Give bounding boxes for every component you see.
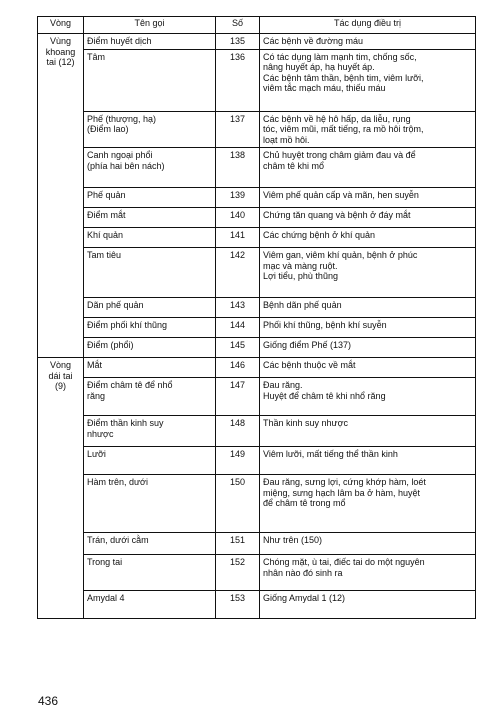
group-label-line: (9) bbox=[55, 381, 66, 391]
table-row bbox=[38, 338, 476, 358]
point-effect-line: Chóng mặt, ù tai, điếc tai do một nguyên bbox=[263, 557, 425, 567]
group-label-line: khoang bbox=[45, 46, 76, 57]
point-name bbox=[84, 228, 216, 248]
point-name-line: Phế (thượng, hạ) bbox=[87, 113, 156, 124]
point-name-line: Điểm huyết dịch bbox=[87, 36, 152, 46]
table-row bbox=[38, 148, 476, 188]
point-effect-line: Chứng tăn quang và bệnh ở đáy mắt bbox=[263, 210, 411, 220]
point-name bbox=[84, 248, 216, 298]
point-name-line: Điểm (phổi) bbox=[87, 340, 134, 350]
point-number: 144 bbox=[216, 318, 260, 338]
point-name bbox=[84, 533, 216, 555]
point-name-line: răng bbox=[87, 390, 106, 401]
point-effect bbox=[260, 447, 476, 475]
point-effect-line: Đau răng. bbox=[263, 380, 303, 390]
point-number: 142 bbox=[216, 248, 260, 298]
header-effect: Tác dụng điều trị bbox=[260, 17, 476, 34]
point-effect-line: Chủ huyệt trong châm giảm đau và để bbox=[263, 150, 416, 160]
point-effect bbox=[260, 475, 476, 533]
point-name bbox=[84, 447, 216, 475]
point-effect bbox=[260, 188, 476, 208]
point-effect-line: mạc và màng ruột. bbox=[263, 260, 338, 271]
group-label-line: tai (12) bbox=[46, 57, 75, 67]
point-effect-line: Như trên (150) bbox=[263, 535, 323, 545]
point-effect bbox=[260, 591, 476, 619]
point-effect-line: Lợi tiểu, phù thũng bbox=[263, 271, 338, 281]
header-number: Số bbox=[216, 17, 260, 34]
page-number: 436 bbox=[38, 694, 59, 708]
point-effect-line: Thần kinh suy nhược bbox=[263, 418, 348, 428]
point-name bbox=[84, 338, 216, 358]
point-name-line: (phía hai bên nách) bbox=[87, 160, 165, 171]
point-name-line: Điểm mắt bbox=[87, 210, 126, 220]
point-name bbox=[84, 358, 216, 378]
point-name-line: Dãn phế quản bbox=[87, 300, 144, 310]
point-effect-line: Các chứng bệnh ở khí quản bbox=[263, 230, 375, 240]
point-name-line: Phế quản bbox=[87, 190, 126, 200]
table-row bbox=[38, 208, 476, 228]
point-name-line: Hàm trên, dưới bbox=[87, 477, 148, 487]
point-effect-line: Có tác dụng làm mạnh tim, chống sốc, bbox=[263, 51, 417, 62]
acupoint-table bbox=[37, 16, 476, 619]
table-row bbox=[38, 533, 476, 555]
point-name bbox=[84, 591, 216, 619]
point-effect-line: Các bệnh tâm thần, bệnh tim, viêm lưỡi, bbox=[263, 72, 424, 83]
point-number: 153 bbox=[216, 591, 260, 619]
point-effect bbox=[260, 208, 476, 228]
point-number: 141 bbox=[216, 228, 260, 248]
point-number: 149 bbox=[216, 447, 260, 475]
point-name bbox=[84, 475, 216, 533]
point-number: 148 bbox=[216, 416, 260, 447]
table-row bbox=[38, 49, 476, 111]
point-name-line: Lưỡi bbox=[87, 449, 106, 459]
point-effect-line: Bệnh dãn phế quản bbox=[263, 300, 342, 310]
point-name bbox=[84, 188, 216, 208]
point-effect-line: Viêm phế quản cấp và mãn, hen suyễn bbox=[263, 190, 419, 200]
point-effect-line: viêm tắc mạch máu, thiếu máu bbox=[263, 83, 386, 93]
table-row bbox=[38, 475, 476, 533]
point-effect-line: Các bệnh về đường máu bbox=[263, 36, 363, 46]
point-number: 137 bbox=[216, 111, 260, 148]
group-label bbox=[38, 358, 84, 619]
table-row bbox=[38, 111, 476, 148]
point-number: 136 bbox=[216, 49, 260, 111]
point-effect bbox=[260, 555, 476, 591]
table-body bbox=[38, 34, 476, 619]
point-name-line: Điểm phối khí thũng bbox=[87, 320, 168, 330]
point-effect bbox=[260, 248, 476, 298]
table-row bbox=[38, 318, 476, 338]
header-name: Tên gọi bbox=[84, 17, 216, 34]
point-name-line: Điểm thần kinh suy bbox=[87, 418, 164, 428]
point-effect bbox=[260, 298, 476, 318]
group-label-line: dái tai bbox=[48, 370, 73, 381]
point-effect bbox=[260, 358, 476, 378]
point-number: 146 bbox=[216, 358, 260, 378]
point-name bbox=[84, 318, 216, 338]
point-name bbox=[84, 49, 216, 111]
point-number: 145 bbox=[216, 338, 260, 358]
point-name bbox=[84, 34, 216, 50]
point-name-line: Trán, dưới cằm bbox=[87, 535, 149, 545]
point-effect-line: Viêm lưỡi, mất tiếng thể thần kinh bbox=[263, 449, 398, 459]
point-effect bbox=[260, 338, 476, 358]
point-effect bbox=[260, 378, 476, 416]
point-effect-line: Đau răng, sưng lợi, cứng khớp hàm, loét bbox=[263, 477, 426, 487]
table-row bbox=[38, 555, 476, 591]
point-number: 140 bbox=[216, 208, 260, 228]
point-number: 147 bbox=[216, 378, 260, 416]
point-effect bbox=[260, 318, 476, 338]
point-effect-line: Giống Amydal 1 (12) bbox=[263, 593, 346, 603]
table-row bbox=[38, 447, 476, 475]
point-effect-line: để châm tê trong mổ bbox=[263, 498, 346, 508]
point-number: 143 bbox=[216, 298, 260, 318]
point-name-line: nhược bbox=[87, 428, 114, 439]
table-row bbox=[38, 248, 476, 298]
point-number: 150 bbox=[216, 475, 260, 533]
table-header-row bbox=[38, 17, 476, 34]
table-row bbox=[38, 228, 476, 248]
point-number: 135 bbox=[216, 34, 260, 50]
table-row bbox=[38, 378, 476, 416]
point-name bbox=[84, 111, 216, 148]
point-name-line: Amydal 4 bbox=[87, 593, 125, 603]
point-effect bbox=[260, 49, 476, 111]
point-number: 152 bbox=[216, 555, 260, 591]
point-name bbox=[84, 208, 216, 228]
table-row bbox=[38, 591, 476, 619]
point-effect-line: Các bệnh thuộc về mắt bbox=[263, 360, 356, 370]
point-number: 151 bbox=[216, 533, 260, 555]
group-label-line: Vòng bbox=[49, 360, 72, 370]
point-effect-line: miệng, sưng hạch lâm ba ở hàm, huyệt bbox=[263, 487, 421, 498]
point-effect-line: châm tê khi mổ bbox=[263, 160, 325, 171]
point-name-line: Trong tai bbox=[87, 557, 123, 567]
point-number: 139 bbox=[216, 188, 260, 208]
point-name-line: Khí quản bbox=[87, 230, 124, 240]
table-row bbox=[38, 358, 476, 378]
point-name-line: Canh ngoại phổi bbox=[87, 150, 153, 160]
table-row bbox=[38, 188, 476, 208]
point-name bbox=[84, 378, 216, 416]
point-name bbox=[84, 148, 216, 188]
point-effect bbox=[260, 34, 476, 50]
point-effect-line: loạt mồ hôi. bbox=[263, 134, 310, 145]
point-effect bbox=[260, 416, 476, 447]
point-name-line: Tâm bbox=[87, 51, 105, 62]
point-name bbox=[84, 555, 216, 591]
point-name bbox=[84, 298, 216, 318]
point-name-line: Mắt bbox=[87, 360, 103, 370]
point-name bbox=[84, 416, 216, 447]
point-effect-line: Giống điểm Phế (137) bbox=[263, 340, 352, 350]
point-name-line: Tam tiêu bbox=[87, 250, 122, 260]
point-effect-line: Viêm gan, viêm khí quản, bệnh ở phúc bbox=[263, 250, 418, 260]
point-effect bbox=[260, 228, 476, 248]
point-name-line: Điểm châm tê để nhổ bbox=[87, 380, 173, 390]
point-effect-line: nâng huyết áp, hạ huyết áp. bbox=[263, 62, 375, 72]
point-effect-line: tóc, viêm mũi, mất tiếng, ra mồ hôi trộm, bbox=[263, 124, 424, 134]
point-effect-line: nhân nào đó sinh ra bbox=[263, 567, 343, 578]
header-group: Vòng bbox=[38, 17, 84, 34]
point-effect-line: Các bệnh về hệ hô hấp, da liễu, rụng bbox=[263, 113, 411, 124]
point-number: 138 bbox=[216, 148, 260, 188]
group-label-line: Vùng bbox=[49, 36, 72, 46]
point-effect bbox=[260, 148, 476, 188]
point-effect bbox=[260, 533, 476, 555]
point-name-line: (Điểm lao) bbox=[87, 124, 129, 134]
point-effect-line: Phối khí thũng, bệnh khí suyễn bbox=[263, 320, 387, 330]
point-effect bbox=[260, 111, 476, 148]
point-effect-line: Huyệt để châm tê khi nhổ răng bbox=[263, 390, 386, 401]
table-row bbox=[38, 298, 476, 318]
table-row bbox=[38, 416, 476, 447]
group-label bbox=[38, 34, 84, 358]
table-row bbox=[38, 34, 476, 50]
